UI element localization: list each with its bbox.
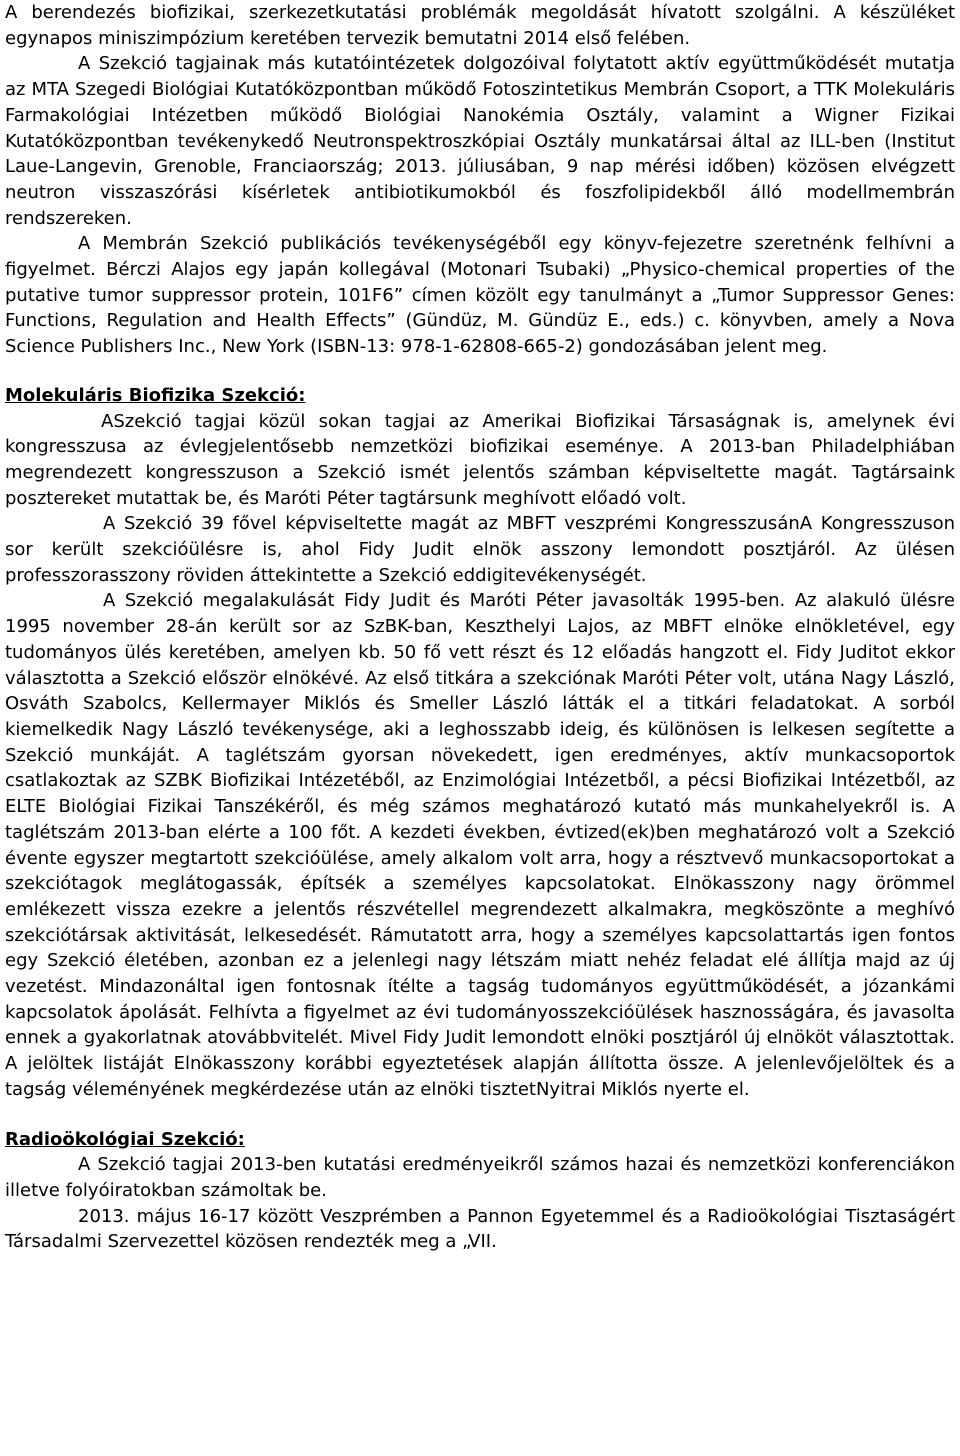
paragraph-congress: A Szekció 39 fővel képviseltette magát az MBFT veszprémi KongresszusánA Kongresszuson sor került szekcióülésre is, ahol Fidy Judit elnök asszony lemondott posztjáról. Az ülésen professzorasszony röviden áttekintette a Szekció eddigitevékenységét. [5, 513, 955, 586]
paragraph-device: A berendezés biofizikai, szerkezetkutatási problémák megoldását hívatott szolgálni. A készüléket egynapos miniszimpózium keretében tervezik bemutatni 2014 első felében. [5, 2, 955, 49]
section-spacer [5, 360, 955, 383]
paragraph-collaboration: A Szekció tagjainak más kutatóintézetek dolgozóival folytatott aktív együttműködését mutatja az MTA Szegedi Biológiai Kutatóközpontban működő Fotoszintetikus Membrán Csoport, a TTK Molekuláris Farmakológiai Intézetben működő Biológiai Nanokémia Osztály, valamint a Wigner Fizikai Kutatóközpontban tevékenykedő Neutronspektroszkópiai Osztály munkatársai által az ILL-ben (Institut Laue-Langevin, Grenoble, Franciaország; 2013. júliusában, 9 nap mérési időben) közösen elvégzett neutron visszaszórási kísérletek antibiotikumokból és foszfolipidekből álló modellmembrán rendszereken. [5, 53, 955, 229]
paragraph-veszprem-meeting: 2013. május 16-17 között Veszprémben a Pannon Egyetemmel és a Radioökológiai Tisztaságért Társadalmi Szervezettel közösen rendezték meg a „VII. [5, 1205, 955, 1253]
paragraph-radioecology-results: A Szekció tagjai 2013-ben kutatási eredményeikről számos hazai és nemzetközi konferenciákon illetve folyóiratokban számoltak be. [5, 1154, 955, 1201]
section-spacer [5, 1103, 955, 1127]
paragraph-section-history: A Szekció megalakulását Fidy Judit és Maróti Péter javasolták 1995-ben. Az alakuló ülésre 1995 november 28-án került sor az SzBK-ban, Keszthelyi Lajos, az MBFT elnöke elnökletével, egy tudományos ülés keretében, amelyen kb. 50 fő vett részt és 12 előadás hangzott el. Fidy Juditot ekkor választotta a Szekció először elnökévé. Az első titkára a szekciónak Maróti Péter volt, utána Nagy László, Osváth Szabolcs, Kellermayer Miklós és Smeller László látták el a titkári feladatokat. A sorból kiemelkedik Nagy László tevékenysége, aki a leghosszabb ideig, és különösen is lelkesen segítette a Szekció munkáját. A taglétszám gyorsan növekedett, igen eredményes, aktív munkacsoportok csatlakoztak az SZBK Biofizikai Intézetéből, az Enzimológiai Intézetből, a pécsi Biofizikai Intézetből, az ELTE Biológiai Fizikai Tanszékéről, és még számos meghatározó kutató más munkahelyekről is. A taglétszám 2013-ban elérte a 100 főt. A kezdeti években, évtized(ek)ben meghatározó volt a Szekció évente egyszer megtartott szekcióülése, amely alkalom volt arra, hogy a résztvevő munkacsoportokat a szekciótagok meglátogassák, építsék a személyes kapcsolatokat. Elnökasszony nagy örömmel emlékezett vissza ezekre a jelentős részvétellel megrendezett alkalmakra, megköszönte a meghívó szekciótársak aktivitását, lelkesedését. Rámutatott arra, hogy a személyes kapcsolattartás igen fontos egy Szekció életében, azonban ez a jelenlegi nagy létszám miatt nehéz feladat elé állítja majd az új vezetést. Mindazonáltal igen fontosnak ítélte a tagság tudományos együttműködését, a józankámi kapcsolatok ápolását. Felhívta a figyelmet az évi tudományosszekcióülések hasznosságára, és javasolta ennek a gyakorlatnak atovábbvitelét. Mivel Fidy Judit lemondott elnöki posztjáról új elnököt választottak. A jelöltek listáját Elnökasszony korábbi egyeztetések alapján állította össze. A jelenlevőjelöltek és a tagság véleményének megkérdezése után az elnöki tisztetNyitrai Miklós nyerte el. [5, 590, 955, 1100]
heading-radioecology: Radioökológiai Szekció: [5, 1128, 245, 1150]
heading-molecular-biophysics: Molekuláris Biofizika Szekció: [5, 384, 306, 406]
paragraph-biophysical-society: ASzekció tagjai közül sokan tagjai az Amerikai Biofizikai Társaságnak is, amelynek évi kongresszusa az évlegjelentősebb nemzetközi biofizikai eseménye. A 2013-ban Philadelphiában megrendezett kongresszuson a Szekció ismét jelentős számban képviseltette magát. Tagtársaink posztereket mutattak be, és Maróti Péter tagtársunk meghívott előadó volt. [5, 410, 955, 509]
paragraph-publication: A Membrán Szekció publikációs tevékenységéből egy könyv-fejezetre szeretnénk felhívni a figyelmet. Bérczi Alajos egy japán kollegával (Motonari Tsubaki) „Physico-chemical properties of the putative tumor suppressor protein, 101F6” címen közölt egy tanulmányt a „Tumor Suppressor Genes: Functions, Regulation and Health Effects” (Gündüz, M. Gündüz E., eds.) c. könyvben, amely a Nova Science Publishers Inc., New York (ISBN-13: 978-1-62808-665-2) gondozásában jelent meg. [5, 233, 955, 358]
